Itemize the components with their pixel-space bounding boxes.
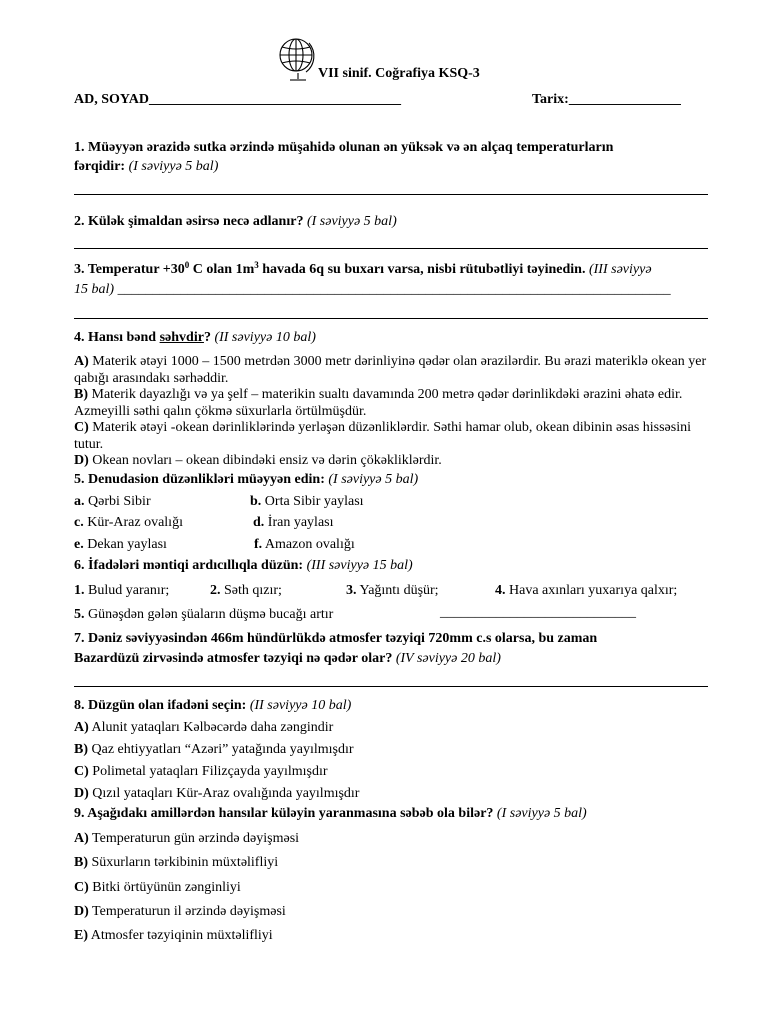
item-text: Qərbi Sibir <box>88 494 151 509</box>
option-letter: C) <box>74 420 89 435</box>
question-3-part1: 3. Temperatur +30 <box>74 262 185 277</box>
answer-blank: ____________________________ <box>440 605 636 620</box>
option-b <box>74 855 278 871</box>
option-a <box>74 720 333 736</box>
item-letter: c. <box>74 515 84 530</box>
question-3 <box>74 262 652 278</box>
list-item <box>210 583 282 599</box>
option-d <box>74 786 359 802</box>
option-text: Qızıl yataqları Kür-Araz ovalığında yayılmışdır <box>92 786 360 801</box>
answer-line <box>74 318 708 319</box>
item-text: Yağıntı düşür; <box>359 583 439 598</box>
option-e <box>74 928 273 944</box>
list-item <box>74 583 169 599</box>
question-4-pre: 4. Hansı bənd <box>74 330 160 345</box>
name-field <box>74 92 401 108</box>
question-7-line2 <box>74 651 501 667</box>
list-item <box>254 537 355 553</box>
item-number: 2. <box>210 583 221 598</box>
option-c <box>74 420 714 453</box>
item-text: Kür-Araz ovalığı <box>87 515 183 530</box>
option-text: Atmosfer təzyiqinin müxtəlifliyi <box>90 928 273 943</box>
question-4-emphasis: səhvdir <box>159 330 204 345</box>
list-item <box>250 494 364 510</box>
date-field <box>532 92 681 108</box>
option-letter: B) <box>74 387 88 402</box>
question-3-level: (III səviyyə <box>588 262 652 277</box>
question-7-level: (IV səviyyə 20 bal) <box>395 651 501 666</box>
list-item <box>74 537 167 553</box>
item-number: 3. <box>346 583 357 598</box>
question-6-level: (III səviyyə 15 bal) <box>306 558 413 573</box>
globe-icon <box>276 35 320 83</box>
question-5-level: (I səviyyə 5 bal) <box>328 472 419 487</box>
answer-line <box>74 248 708 249</box>
item-number: 4. <box>495 583 506 598</box>
question-5 <box>74 472 418 488</box>
option-letter: E) <box>74 928 88 943</box>
item-text: İran yaylası <box>267 515 334 530</box>
list-item <box>74 515 183 531</box>
option-letter: A) <box>74 831 89 846</box>
option-a <box>74 831 299 847</box>
question-6 <box>74 558 413 574</box>
list-item <box>495 583 677 599</box>
question-5-text: 5. Denudasion düzənlikləri müəyyən edin: <box>74 472 325 487</box>
option-letter: D) <box>74 453 89 468</box>
question-7-text: 7. Dəniz səviyyəsindən 466m hündürlükdə atmosfer təzyiqi 720mm c.s olarsa, bu zaman <box>74 631 598 646</box>
question-2-level: (I səviyyə 5 bal) <box>306 214 397 229</box>
option-text: Materik ətəyi -okean dərinliklərində yerləşən düzənliklərdir. Səthi hamar olub, okean dibinin əsas hissəsini tutur. <box>74 420 691 452</box>
question-3-part3: havada 6q su buxarı varsa, nisbi rütubətliyi təyinedin. <box>258 262 586 277</box>
option-letter: B) <box>74 855 88 870</box>
list-item <box>74 494 151 510</box>
option-text: Materik dayazlığı və ya şelf – materikin sualtı davamında 200 metrə qədər dərinlikdəki ərazini əhatə edir. Azmeyilli səthi qalın çökmə süxurlarla örtülmüşdür. <box>74 387 683 419</box>
date-blank: ________________ <box>568 92 681 107</box>
question-8-level: (II səviyyə 10 bal) <box>249 698 352 713</box>
item-number: 5. <box>74 607 85 622</box>
option-letter: C) <box>74 764 89 779</box>
name-label: AD, SOYAD <box>74 92 149 107</box>
name-blank: ____________________________________ <box>148 92 401 107</box>
option-letter: D) <box>74 786 89 801</box>
question-7-text2: Bazardüzü zirvəsində atmosfer təzyiqi nə qədər olar? <box>74 651 393 666</box>
answer-line <box>74 194 708 195</box>
question-1-text2: fərqidir: <box>74 159 126 174</box>
option-c <box>74 764 328 780</box>
option-b <box>74 742 354 758</box>
item-text: Səth qızır; <box>224 583 282 598</box>
item-text: Dekan yaylası <box>87 537 167 552</box>
option-text: Alunit yataqları Kəlbəcərdə daha zəngindir <box>91 720 334 735</box>
question-9-text: 9. Aşağıdakı amillərdən hansılar küləyin yaranmasına səbəb ola bilər? <box>74 806 494 821</box>
option-letter: D) <box>74 904 89 919</box>
option-b <box>74 387 714 420</box>
option-d <box>74 904 286 920</box>
option-text: Temperaturun gün ərzində dəyişməsi <box>92 831 300 846</box>
option-text: Süxurların tərkibinin müxtəlifliyi <box>91 855 279 870</box>
option-text: Polimetal yataqları Filizçayda yayılmışdır <box>92 764 328 779</box>
option-text: Temperaturun il ərzində dəyişməsi <box>92 904 286 919</box>
item-number: 1. <box>74 583 85 598</box>
option-text: Okean novları – okean dibindəki ensiz və dərin çökəkliklərdir. <box>92 453 442 468</box>
worksheet-title: VII sinif. Coğrafiya KSQ-3 <box>318 66 480 81</box>
option-letter: B) <box>74 742 88 757</box>
option-letter: A) <box>74 720 89 735</box>
option-text: Qaz ehtiyyatları “Azəri” yatağında yayılmışdır <box>91 742 354 757</box>
question-4-options <box>74 354 714 470</box>
option-c <box>74 880 241 896</box>
item-letter: d. <box>253 515 265 530</box>
option-d <box>74 453 714 470</box>
item-text: Orta Sibir yaylası <box>264 494 364 509</box>
item-letter: b. <box>250 494 262 509</box>
item-letter: f. <box>254 537 263 552</box>
item-letter: a. <box>74 494 85 509</box>
question-4-level: (II səviyyə 10 bal) <box>214 330 316 345</box>
question-1-level: (I səviyyə 5 bal) <box>128 159 219 174</box>
question-1-text: 1. Müəyyən ərazidə sutka ərzində müşahidə olunan ən yüksək və ən alçaq temperaturların <box>74 140 614 155</box>
item-text: Amazon ovalığı <box>264 537 355 552</box>
question-1-line2 <box>74 159 218 175</box>
question-8 <box>74 698 351 714</box>
question-6-text: 6. İfadələri məntiqi ardıcıllıqla düzün: <box>74 558 304 573</box>
answer-line <box>74 686 708 687</box>
item-text: Hava axınları yuxarıya qalxır; <box>509 583 678 598</box>
question-2 <box>74 214 397 230</box>
cubic-sup: 3 <box>254 260 259 270</box>
question-9-level: (I səviyyə 5 bal) <box>496 806 587 821</box>
question-8-text: 8. Düzgün olan ifadəni seçin: <box>74 698 247 713</box>
question-2-text: 2. Külək şimaldan əsirsə necə adlanır? <box>74 214 304 229</box>
item-text: Bulud yaranır; <box>88 583 170 598</box>
question-3-blank: _______________________________________________________________________________ <box>117 282 671 297</box>
question-3-line2 <box>74 282 671 298</box>
question-9 <box>74 806 587 822</box>
option-letter: C) <box>74 880 89 895</box>
option-text: Materik ətəyi 1000 – 1500 metrdən 3000 metr dərinliyinə qədər olan ərazilərdir. Bu ərazi materiklə okean yer qabığı arasındakı sərhəddir. <box>74 354 707 386</box>
question-3-level2: 15 bal) <box>74 282 115 297</box>
date-label: Tarix: <box>532 92 569 107</box>
question-4 <box>74 330 316 346</box>
item-letter: e. <box>74 537 84 552</box>
list-item <box>253 515 334 531</box>
question-3-part2: C olan 1m <box>189 262 255 277</box>
option-letter: A) <box>74 354 89 369</box>
question-4-post: ? <box>203 330 211 345</box>
item-text: Günəşdən gələn şüaların düşmə bucağı artır <box>88 607 334 622</box>
list-item <box>346 583 439 599</box>
option-text: Bitki örtüyünün zənginliyi <box>92 880 241 895</box>
degree-sup: 0 <box>184 260 190 270</box>
list-item <box>74 607 333 623</box>
option-a <box>74 354 714 387</box>
